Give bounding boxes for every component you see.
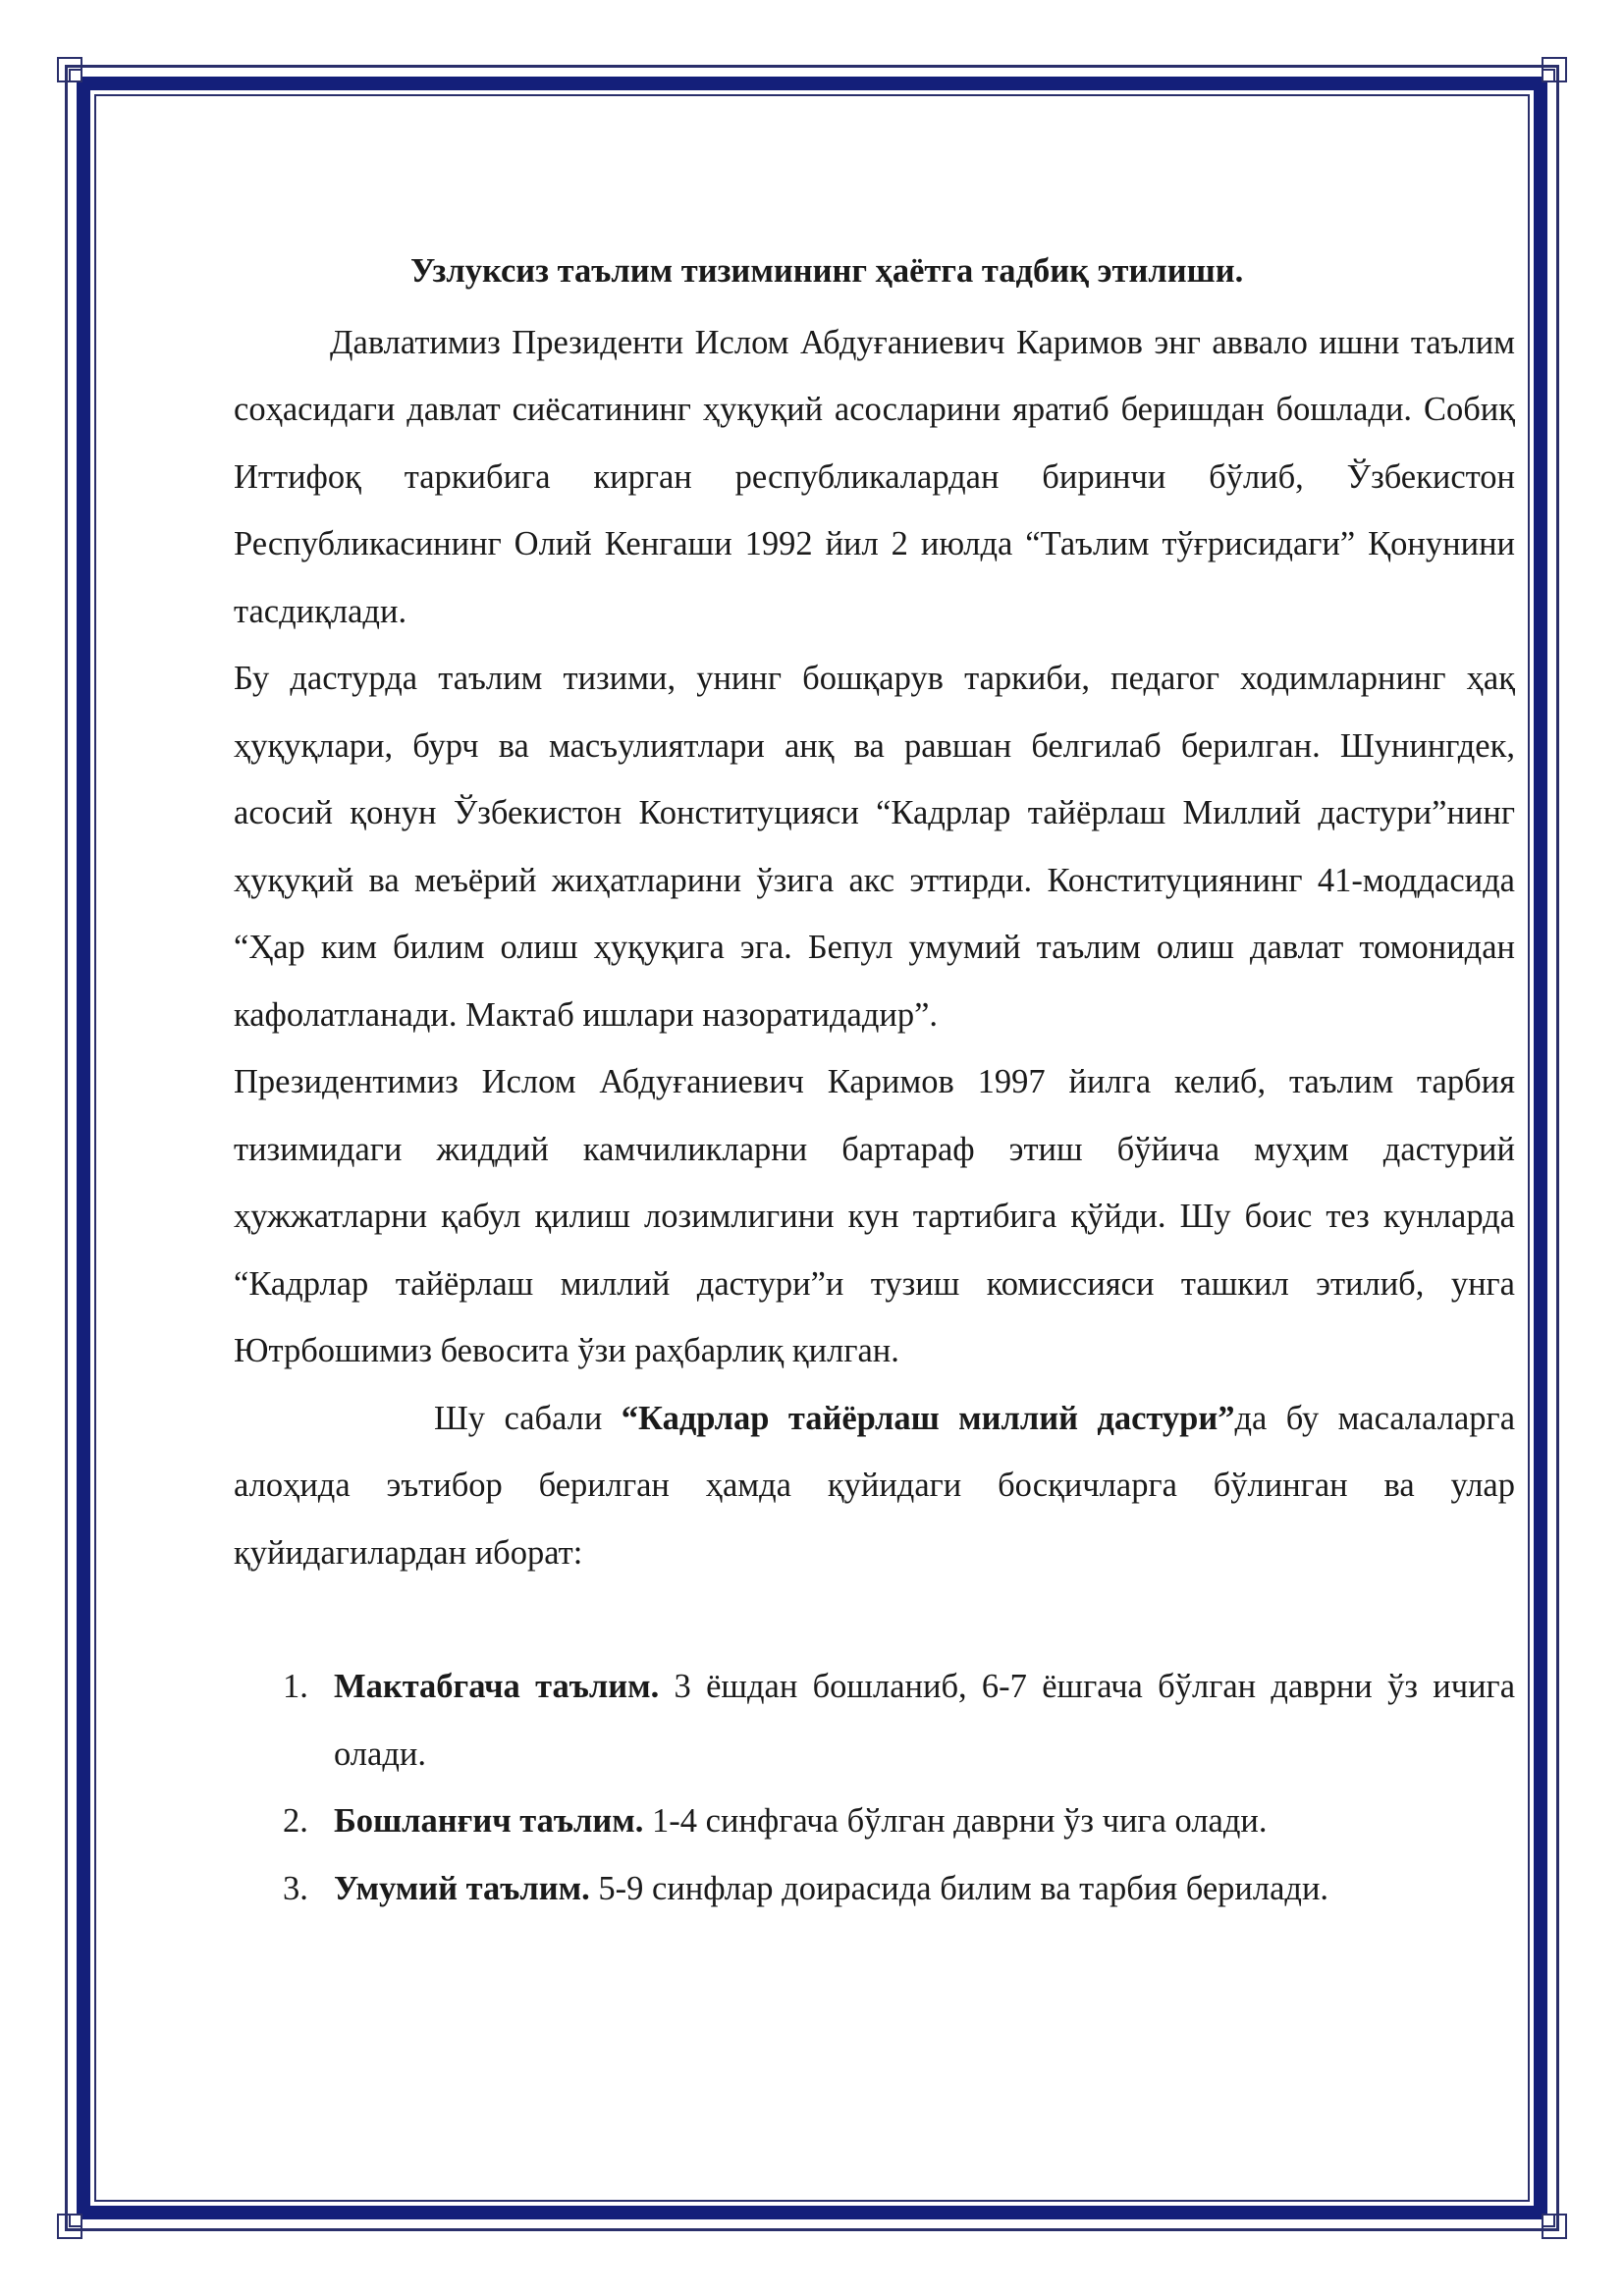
- border-corner-ornament: [1528, 2200, 1567, 2239]
- document-title: Узлуксиз таълим тизимининг ҳаётга тадбиқ этилиши.: [410, 252, 1244, 290]
- list-item: [283, 1653, 1516, 1788]
- paragraph-1: Давлатимиз Президенти Ислом Абдуғаниевич Каримов энг аввало ишни таълим соҳасидаги давлат сиёсатининг ҳуқуқий асосларини яратиб беришдан бошлади. Собиқ Иттифоқ таркибига кирган республикалардан биринчи бўлиб, Ўзбекистон Республикасининг Олий Кенгаши 1992 йил 2 июлда “Таълим тўғрисидаги” Қонунини тасдиқлади.: [234, 323, 1515, 630]
- document-body: [234, 238, 1515, 1922]
- paragraph-4-end: да бу масалаларга алоҳида эътибор берилган ҳамда қуйидаги босқичларга бўлинган ва улар қуйидагилардан иборат:: [234, 1399, 1516, 1572]
- list-item: [283, 1788, 1515, 1855]
- list-item: [283, 1855, 1515, 1923]
- list-item-title: Умумий таълим.: [334, 1869, 590, 1907]
- paragraph-4-start: Шу сабали: [434, 1399, 622, 1437]
- list-item-number: 2.: [283, 1802, 308, 1840]
- paragraph-2: Бу дастурда таълим тизими, унинг бошқарув таркиби, педагог ходимларнинг ҳақ ҳуқуқлари, бурч ва масъулиятлари анқ ва равшан белгилаб берилган. Шунингдек, асосий қонун Ўзбекистон Конституцияси “Кадрлар тайёрлаш Миллий дастури”нинг ҳуқуқий ва меъёрий жиҳатларини ўзига акс эттирди. Конституциянинг 41-моддасида “Ҳар ким билим олиш ҳуқуқига эга. Бепул умумий таълим олиш давлат томонидан кафолатланади. Мактаб ишлари назоратидадир”.: [234, 660, 1515, 1034]
- border-corner-ornament: [1528, 57, 1567, 96]
- list-item-text: 1-4 синфгача бўлган даврни ўз чига олади.: [643, 1802, 1268, 1840]
- list-item-number: 3.: [283, 1869, 308, 1907]
- border-corner-ornament: [57, 57, 96, 96]
- list-item-title: Бошланғич таълим.: [334, 1802, 644, 1840]
- stages-list: [234, 1653, 1515, 1922]
- border-corner-ornament: [57, 2200, 96, 2239]
- list-item-number: 1.: [283, 1668, 308, 1705]
- paragraph-3: Президентимиз Ислом Абдуғаниевич Каримов 1997 йилга келиб, таълим тарбия тизимидаги жиддий камчиликларни бартараф этиш бўйича муҳим дастурий ҳужжатларни қабул қилиш лозимлигини кун тартибига қўйди. Шу боис тез кунларда “Кадрлар тайёрлаш миллий дастури”и тузиш комиссияси ташкил этилиб, унга Ютрбошимиз бевосита ўзи раҳбарлиқ қилган.: [234, 1063, 1515, 1369]
- list-item-text: 3 ёшдан бошланиб, 6-7 ёшгача бўлган даврни ўз ичига олади.: [334, 1668, 1516, 1773]
- program-name-bold: “Кадрлар тайёрлаш миллий дастури”: [621, 1399, 1235, 1437]
- list-item-text: 5-9 синфлар доирасида билим ва тарбия берилади.: [589, 1869, 1329, 1907]
- paragraph-4: [234, 1385, 1515, 1587]
- spacer: [234, 1586, 1515, 1653]
- list-item-title: Мактабгача таълим.: [334, 1668, 660, 1705]
